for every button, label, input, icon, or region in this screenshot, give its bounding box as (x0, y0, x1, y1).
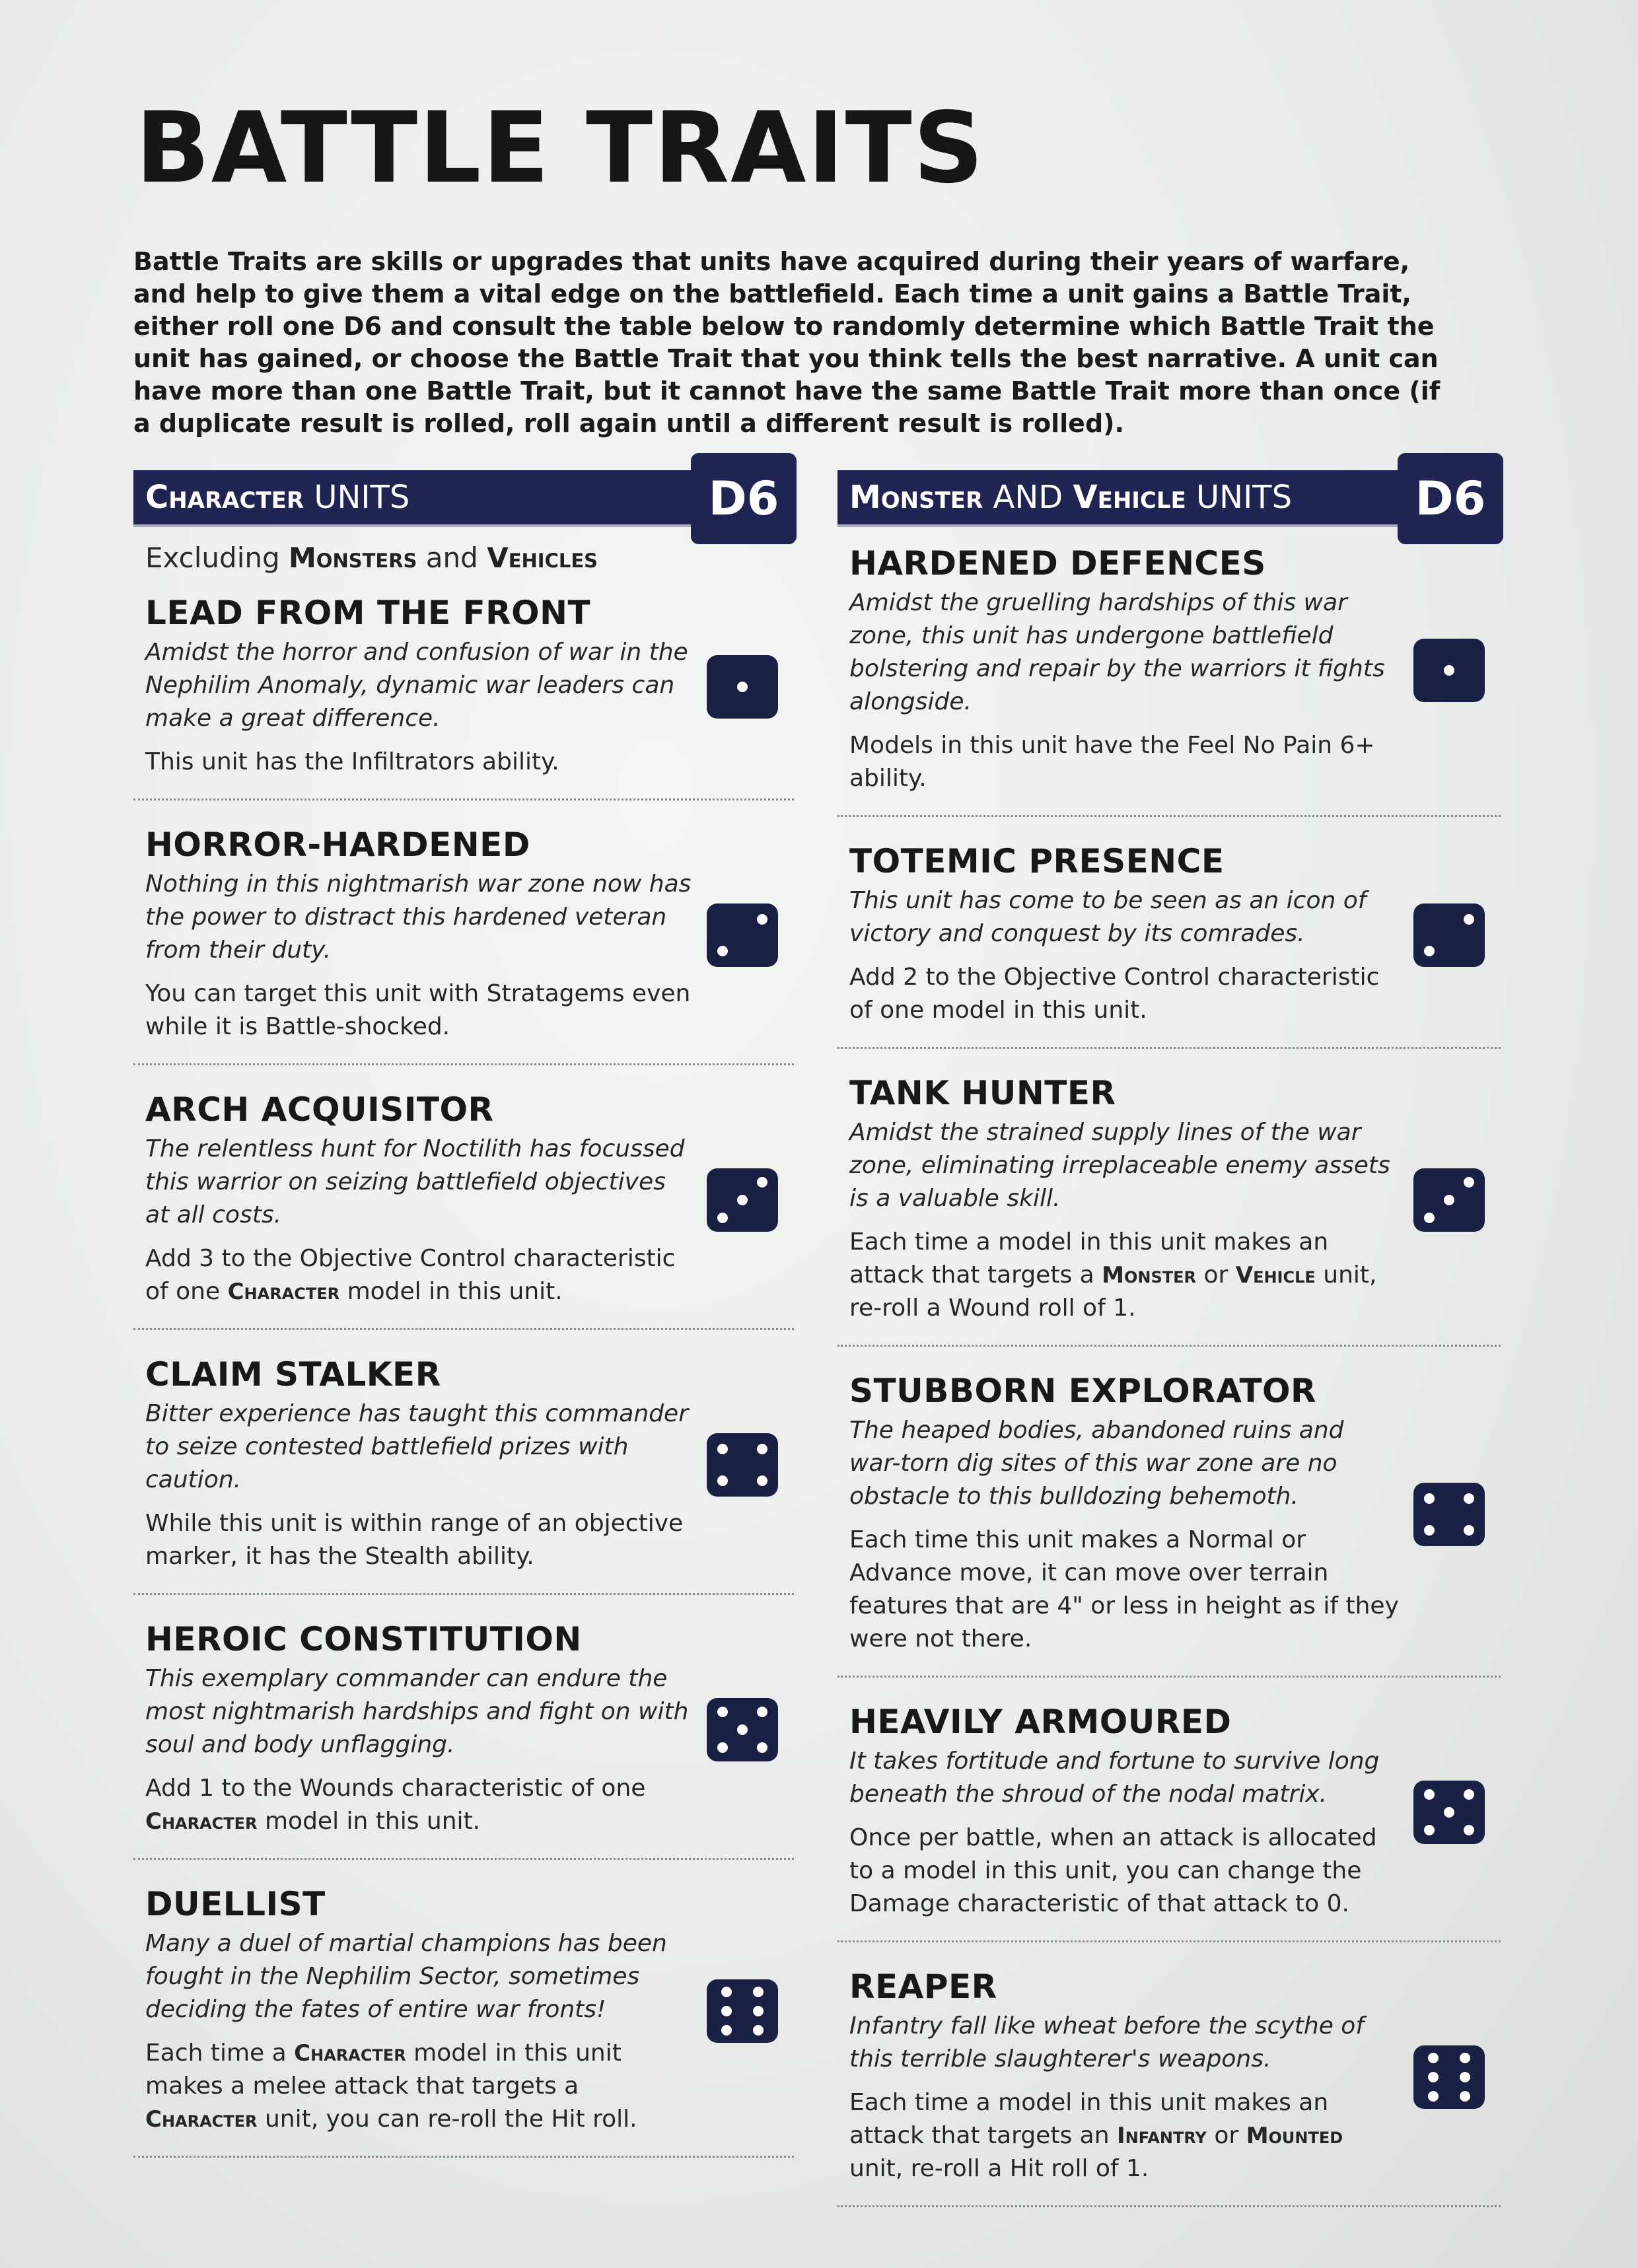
die-pip (1428, 2091, 1439, 2102)
table-header (133, 470, 794, 527)
table-header (837, 470, 1501, 527)
trait-rule-text: Add 2 to the Objective Control characteristic of one model in this unit. (849, 964, 1380, 1024)
die-face-6-icon (707, 1979, 778, 2043)
trait-flavor-text: Nothing in this nightmarish war zone now has the power to distract this hardened veteran from their duty. (145, 870, 692, 964)
die-pip (1464, 1825, 1474, 1835)
trait-flavor-text: Bitter experience has taught this commander to seize contested battlefield prizes with caution. (145, 1400, 688, 1493)
die-pip (1444, 665, 1454, 676)
trait-flavor-text: This unit has come to be seen as an icon of victory and conquest by its comrades. (849, 887, 1367, 947)
die-pip (717, 1213, 728, 1223)
trait-title: TOTEMIC PRESENCE (849, 842, 1225, 880)
die-pip (717, 946, 728, 956)
die-face-4-icon (1413, 1483, 1485, 1546)
die-pip (1444, 1195, 1454, 1205)
die-pip (721, 2006, 732, 2016)
trait-flavor-text: This exemplary commander can endure the most nightmarish hardships and fight on with soul and body unflagging. (145, 1665, 689, 1758)
trait-rule-text: Each time a model in this unit makes an attack that targets an Infantry or Mounted unit, re-roll a Hit roll of 1. (849, 2089, 1343, 2182)
die-pip (717, 1444, 728, 1454)
die-face-5-icon (707, 1698, 778, 1761)
die-pip (1464, 1789, 1474, 1800)
die-pip (757, 1475, 767, 1486)
die-pip (1424, 1213, 1435, 1223)
die-pip (721, 1987, 732, 1997)
die-pip (1444, 1807, 1454, 1818)
trait-rule-text: You can target this unit with Stratagems even while it is Battle-shocked. (145, 980, 691, 1040)
die-pip (1464, 1493, 1474, 1504)
trait-entry (837, 1957, 1501, 2207)
die-pip (1460, 2091, 1470, 2102)
die-pip (717, 1475, 728, 1486)
trait-rule-text: Add 3 to the Objective Control characteristic of one Character model in this unit. (145, 1245, 676, 1305)
intro-paragraph: Battle Traits are skills or upgrades that units have acquired during their years of warfare, and help to give them a vital edge on the battlefield. Each time a unit gains a Battle Trait, either roll one D6 and consult the table below to randomly determine which Battle Trait the unit has gained, or choose the Battle Trait that you think tells the best narrative. A unit can have more than one Battle Trait, but it cannot have the same Battle Trait more than once (if a duplicate result is rolled, roll again until a different result is rolled). (133, 247, 1441, 438)
trait-flavor-text: Infantry fall like wheat before the scythe of this terrible slaughterer's weapons. (849, 2012, 1364, 2073)
trait-title: TANK HUNTER (849, 1074, 1116, 1112)
character-units-table (133, 470, 794, 2172)
die-face-1-icon (707, 655, 778, 719)
trait-entry (133, 1080, 794, 1330)
die-pip (1428, 2072, 1439, 2082)
trait-entry (837, 1692, 1501, 1942)
die-pip (737, 682, 748, 692)
trait-rule-text: While this unit is within range of an objective marker, it has the Stealth ability. (145, 1510, 684, 1570)
die-face-5-icon (1413, 1781, 1485, 1844)
die-pip (757, 1742, 767, 1753)
trait-entry (133, 1345, 794, 1595)
die-pip (753, 2025, 764, 2036)
trait-title: HARDENED DEFENCES (849, 544, 1266, 583)
d6-badge: D6 (1398, 453, 1503, 544)
trait-rule-text: This unit has the Infiltrators ability. (145, 748, 559, 775)
trait-flavor-text: The heaped bodies, abandoned ruins and war-torn dig sites of this war zone are no obstacle to this bulldozing behemoth. (849, 1417, 1344, 1510)
die-pip (1464, 1177, 1474, 1187)
trait-rule-text: Add 1 to the Wounds characteristic of one Character model in this unit. (145, 1775, 646, 1835)
die-face-3-icon (707, 1168, 778, 1232)
trait-entry (837, 534, 1501, 817)
trait-list (837, 534, 1501, 2207)
trait-entry (837, 832, 1501, 1049)
trait-title: ARCH ACQUISITOR (145, 1090, 494, 1129)
die-pip (1428, 2053, 1439, 2063)
die-pip (737, 1195, 748, 1205)
trait-rule-text: Once per battle, when an attack is allocated to a model in this unit, you can change the Damage characteristic of that attack to 0. (849, 1824, 1377, 1917)
trait-flavor-text: Many a duel of martial champions has been fought in the Nephilim Sector, sometimes deciding the fates of entire war fronts! (145, 1930, 667, 2023)
die-pip (1460, 2072, 1470, 2082)
die-pip (757, 914, 767, 925)
trait-title: CLAIM STALKER (145, 1355, 441, 1394)
trait-title: STUBBORN EXPLORATOR (849, 1372, 1317, 1410)
die-pip (717, 1707, 728, 1717)
table-header-title: Character UNITS (145, 479, 410, 516)
trait-rule-text: Each time a Character model in this unit makes a melee attack that targets a Character unit, you can re-roll the Hit roll. (145, 2039, 637, 2133)
trait-title: HEROIC CONSTITUTION (145, 1620, 582, 1658)
trait-entry (133, 815, 794, 1065)
d6-badge: D6 (691, 453, 797, 544)
die-pip (1424, 1493, 1435, 1504)
die-pip (737, 1724, 748, 1735)
die-face-3-icon (1413, 1168, 1485, 1232)
monster-vehicle-units-table (837, 470, 1501, 2222)
trait-entry (133, 1610, 794, 1860)
trait-flavor-text: The relentless hunt for Noctilith has focussed this warrior on seizing battlefield objectives at all costs. (145, 1135, 685, 1228)
die-pip (757, 1707, 767, 1717)
die-pip (1424, 1525, 1435, 1536)
trait-entry (133, 1874, 794, 2158)
die-face-2-icon (1413, 904, 1485, 967)
die-pip (721, 2025, 732, 2036)
trait-entry (837, 1063, 1501, 1347)
die-pip (753, 1987, 764, 1997)
trait-list (133, 583, 794, 2158)
trait-entry (133, 583, 794, 800)
trait-title: DUELLIST (145, 1885, 326, 1923)
die-pip (1424, 1825, 1435, 1835)
die-pip (717, 1742, 728, 1753)
trait-rule-text: Each time a model in this unit makes an attack that targets a Monster or Vehicle unit, re-roll a Wound roll of 1. (849, 1228, 1377, 1322)
trait-entry (837, 1361, 1501, 1678)
die-pip (1424, 1789, 1435, 1800)
page-title: BATTLE TRAITS (135, 91, 985, 205)
trait-title: LEAD FROM THE FRONT (145, 594, 591, 632)
die-face-1-icon (1413, 639, 1485, 702)
die-face-6-icon (1413, 2045, 1485, 2109)
trait-title: REAPER (849, 1967, 997, 2006)
die-pip (1424, 946, 1435, 956)
die-pip (753, 2006, 764, 2016)
trait-flavor-text: Amidst the gruelling hardships of this war zone, this unit has undergone battlefield bolstering and repair by the warriors it fights alongside. (849, 589, 1385, 715)
trait-rule-text: Models in this unit have the Feel No Pain 6+ ability. (849, 732, 1375, 792)
die-face-4-icon (707, 1433, 778, 1497)
trait-title: HEAVILY ARMOURED (849, 1703, 1232, 1741)
die-pip (757, 1177, 767, 1187)
die-pip (1464, 914, 1474, 925)
trait-title: HORROR-HARDENED (145, 826, 530, 864)
table-subtitle: Excluding Monsters and Vehicles (145, 542, 598, 574)
die-face-2-icon (707, 904, 778, 967)
table-header-title: Monster AND Vehicle UNITS (849, 479, 1293, 516)
trait-flavor-text: Amidst the horror and confusion of war in the Nephilim Anomaly, dynamic war leaders can make a great difference. (145, 639, 688, 732)
trait-flavor-text: It takes fortitude and fortune to survive long beneath the shroud of the nodal matrix. (849, 1748, 1380, 1808)
die-pip (757, 1444, 767, 1454)
die-pip (1460, 2053, 1470, 2063)
trait-rule-text: Each time this unit makes a Normal or Advance move, it can move over terrain features that are 4" or less in height as if they were not there. (849, 1526, 1399, 1652)
trait-flavor-text: Amidst the strained supply lines of the war zone, eliminating irreplaceable enemy assets is a valuable skill. (849, 1119, 1390, 1212)
die-pip (1464, 1525, 1474, 1536)
